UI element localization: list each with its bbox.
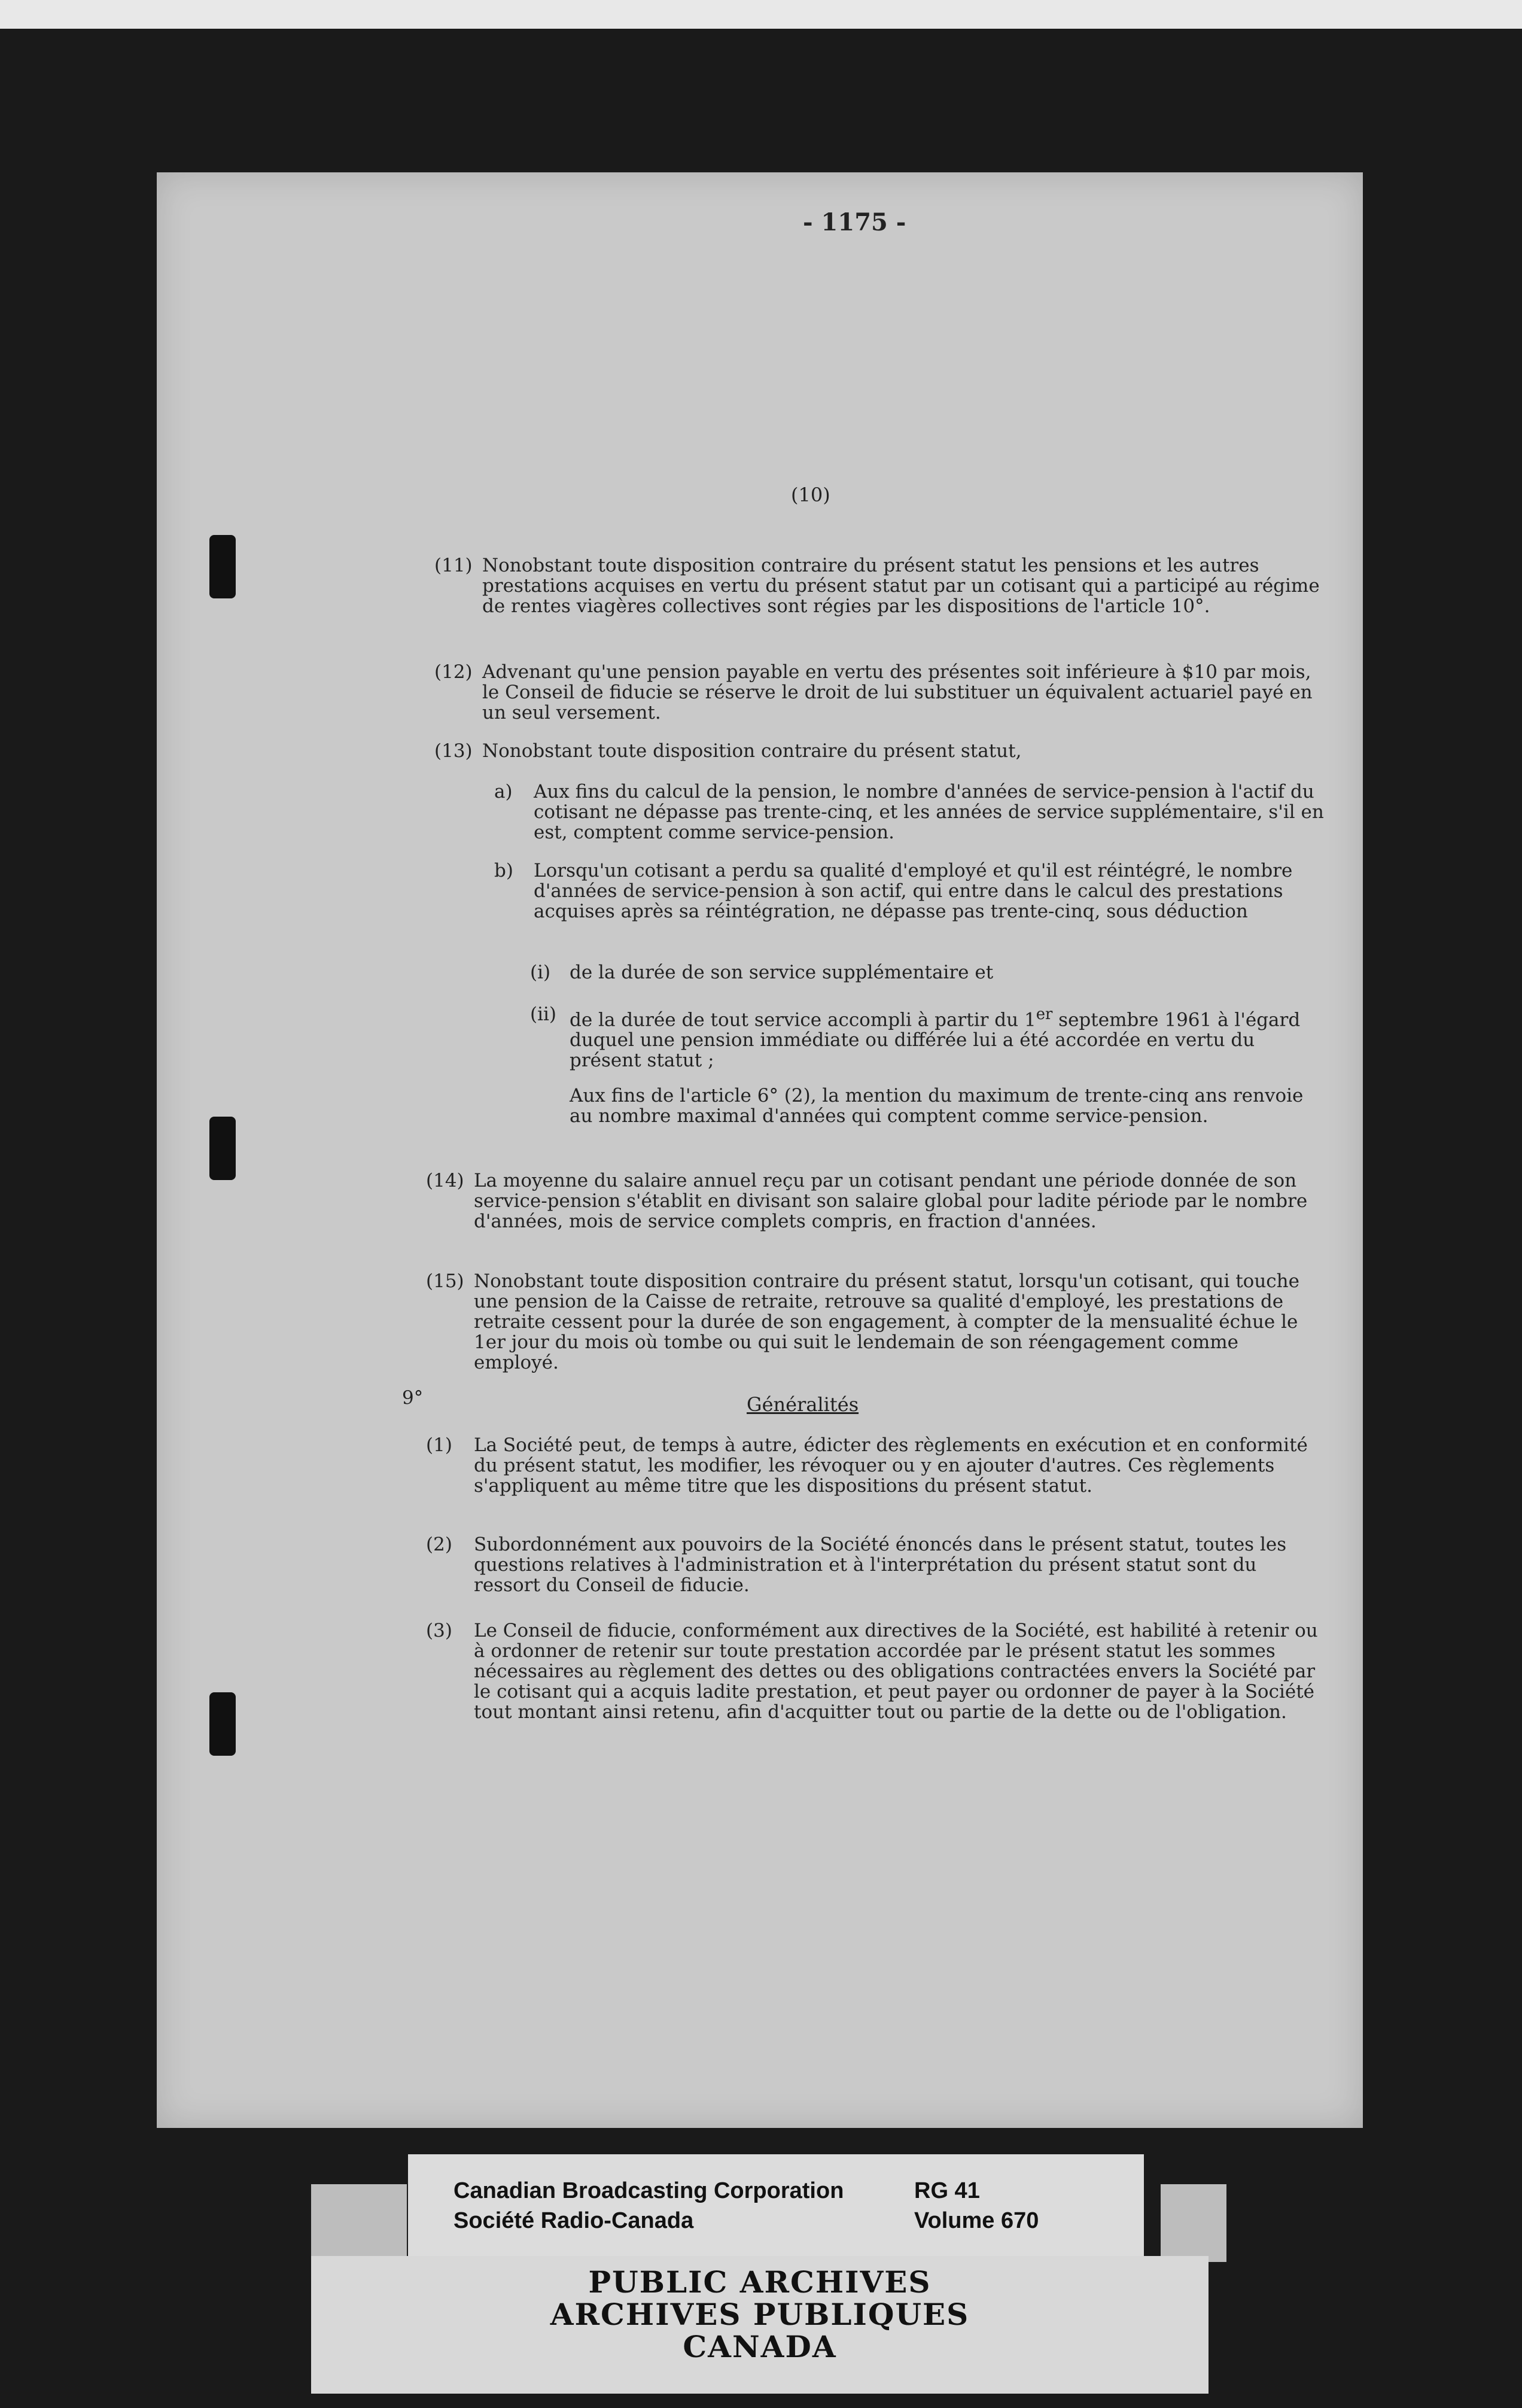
page-number: - 1175 - — [803, 208, 906, 236]
subparagraph-label: b) — [494, 860, 513, 881]
film-top-edge — [0, 0, 1522, 29]
subparagraph-a — [494, 781, 1327, 843]
subparagraph-text: Lorsqu'un cotisant a perdu sa qualité d'employé et qu'il est réintégré, le nombre d'années de service-pension à son actif, qui entre dans le calcul des prestations acquises après sa réintégration, ne dépasse pas trente-cinq, sous déduction — [534, 860, 1293, 922]
stamp-line-1: PUBLIC ARCHIVES — [588, 2264, 932, 2300]
subparagraph-text: de la durée de son service supplémentaire et — [570, 962, 994, 983]
paragraph-number: (11) — [434, 555, 473, 576]
ordinal-superscript: er — [1036, 1005, 1053, 1023]
paragraph-text: Nonobstant toute disposition contraire du présent statut les pensions et les autres prestations acquises en vertu du présent statut par un cotisant qui a participé au régime de rentes viagères collectives sont régies par les dispositions de l'article 10°. — [482, 555, 1320, 617]
archive-label-card — [408, 2154, 1144, 2268]
subparagraph-ii — [530, 1004, 1327, 1072]
paragraph-general-3 — [426, 1620, 1327, 1723]
paragraph-11 — [434, 555, 1327, 617]
paragraph-number: (13) — [434, 740, 473, 762]
paragraph-13 — [434, 740, 1327, 762]
paragraph-general-1 — [426, 1434, 1327, 1497]
record-group: RG 41 — [914, 2178, 980, 2203]
paragraph-text: Nonobstant toute disposition contraire du présent statut, lorsqu'un cotisant, qui touche une pension de la Caisse de retraite, retrouve sa qualité d'employé, les prestations de retraite cessent pour la durée de son engagement, à compter de la mensualité échue le 1er jour du mois où tombe ou qui suit le lendemain de son réengagement comme employé. — [474, 1270, 1299, 1373]
paragraph-number: (3) — [426, 1620, 452, 1641]
paragraph-text: Le Conseil de fiducie, conformément aux directives de la Société, est habilité à retenir ou à ordonner de retenir sur toute prestation accordée par le présent statut les sommes nécessaires au règlement des dettes ou des obligations contractées envers la Société par le cotisant qui a acquis ladite prestation, et peut payer ou ordonner de payer à la Société tout montant ainsi retenu, afin d'acquitter tout ou partie de la dette ou de l'obligation. — [474, 1620, 1318, 1723]
paragraph-number: (12) — [434, 661, 473, 683]
binder-hole-top — [209, 535, 236, 598]
subparagraph-text-continued: septembre 1961 à l'égard duquel une pension immédiate ou différée lui a été accordée en vertu du présent statut ; — [570, 1009, 1301, 1072]
binder-hole-bottom — [209, 1692, 236, 1756]
document-page — [157, 172, 1363, 2128]
note-article-13: Aux fins de l'article 6° (2), la mention du maximum de trente-cinq ans renvoie au nombre maximal d'années qui comptent comme service-pension. — [570, 1085, 1304, 1127]
paragraph-text: La Société peut, de temps à autre, édicter des règlements en exécution et en conformité du présent statut, les modifier, les révoquer ou y en ajouter d'autres. Ces règlements s'appliquent au même titre que les dispositions du présent statut. — [474, 1434, 1308, 1497]
section-number: (10) — [791, 484, 830, 506]
paragraph-text: Subordonnément aux pouvoirs de la Société énoncés dans le présent statut, toutes les questions relatives à l'administration et à l'interprétation du présent statut sont du ressort du Conseil de fiducie. — [474, 1534, 1287, 1596]
stamp-line-3: CANADA — [683, 2329, 837, 2364]
paragraph-number: (2) — [426, 1534, 452, 1555]
stamp-line-2: ARCHIVES PUBLIQUES — [550, 2297, 970, 2332]
paragraph-12 — [434, 661, 1327, 723]
subparagraph-text: Aux fins du calcul de la pension, le nombre d'années de service-pension à l'actif du cotisant ne dépasse pas trente-cinq, et les années de service supplémentaire, s'il en est, comptent comme service-pension. — [534, 781, 1324, 843]
paragraph-text: La moyenne du salaire annuel reçu par un cotisant pendant une période donnée de son service-pension s'établit en divisant son salaire global pour ladite période par le nombre d'années, mois de service complets compris, en fraction d'années. — [474, 1170, 1308, 1232]
subparagraph-label: (i) — [530, 962, 551, 983]
article-number: 9° — [402, 1387, 424, 1409]
paragraph-number: (14) — [426, 1170, 464, 1191]
paragraph-general-2 — [426, 1534, 1327, 1596]
subparagraph-label: (ii) — [530, 1004, 557, 1025]
paragraph-text: Advenant qu'une pension payable en vertu des présentes soit inférieure à $10 par mois, le Conseil de fiducie se réserve le droit de lui substituer un équivalent actuariel payé en un seul versement. — [482, 661, 1313, 723]
paragraph-15 — [426, 1270, 1327, 1373]
paragraph-text: Nonobstant toute disposition contraire du présent statut, — [482, 740, 1022, 762]
paragraph-14 — [426, 1170, 1327, 1232]
subparagraph-i — [530, 962, 1327, 983]
film-edge-left — [311, 2184, 407, 2262]
paragraph-number: (1) — [426, 1434, 452, 1456]
archives-stamp — [311, 2256, 1209, 2394]
section-heading: Généralités — [747, 1393, 859, 1416]
subparagraph-label: a) — [494, 781, 513, 802]
film-edge-right — [1161, 2184, 1226, 2262]
subparagraph-text: de la durée de tout service accompli à partir du 1 — [570, 1009, 1036, 1031]
paragraph-number: (15) — [426, 1270, 464, 1292]
binder-hole-middle — [209, 1117, 236, 1180]
volume-number: Volume 670 — [914, 2208, 1039, 2233]
organization-english: Canadian Broadcasting Corporation — [453, 2178, 844, 2203]
subparagraph-b — [494, 860, 1327, 922]
organization-french: Société Radio-Canada — [453, 2208, 694, 2233]
